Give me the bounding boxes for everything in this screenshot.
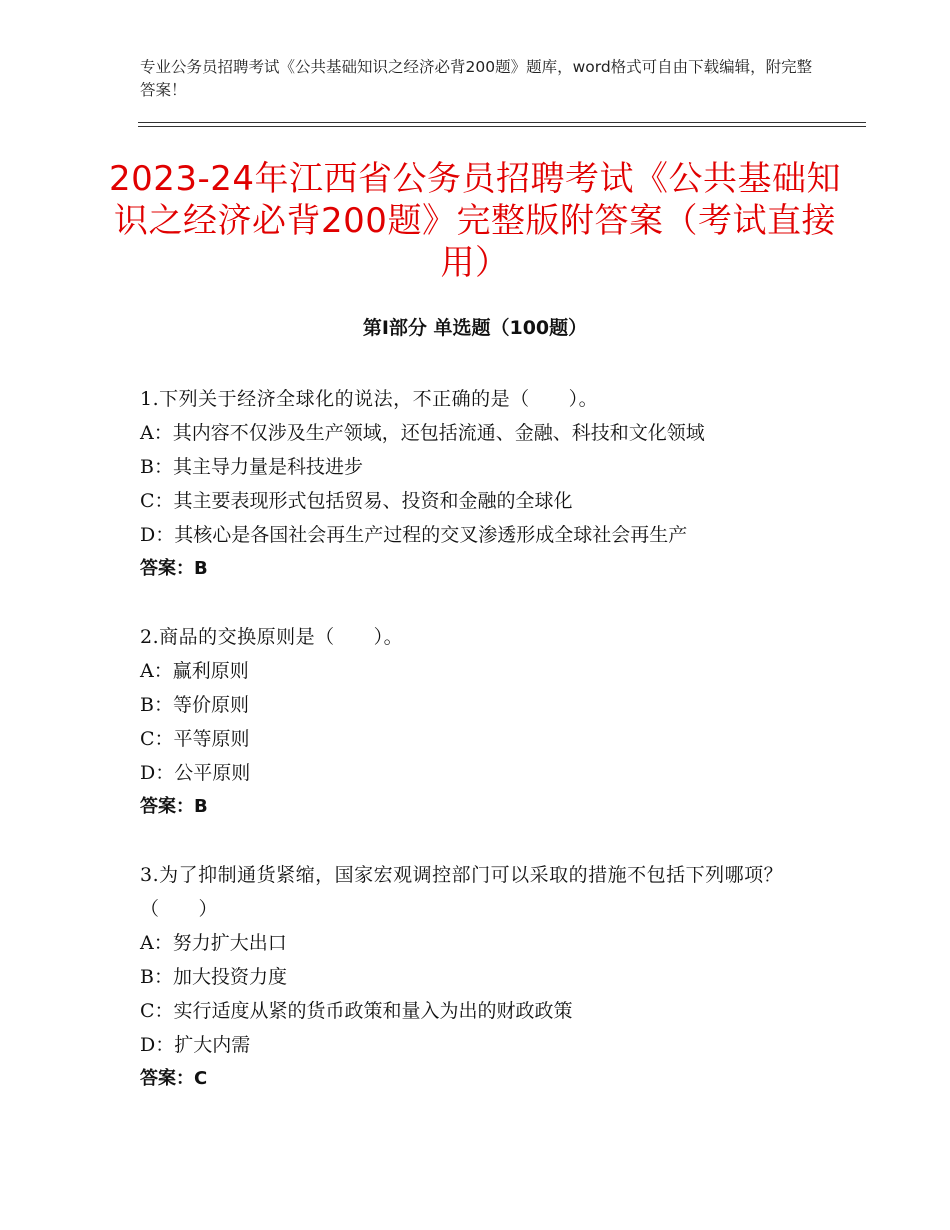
header-divider-secondary [138,126,866,127]
option-c: C：其主要表现形式包括贸易、投资和金融的全球化 [140,490,573,512]
header-divider [138,122,866,123]
option-d: D：公平原则 [140,762,251,784]
option-b: B：其主导力量是科技进步 [140,456,363,478]
question-3 [140,858,820,1096]
option-c: C：实行适度从紧的货币政策和量入为出的财政政策 [140,1000,573,1022]
option-b: B：加大投资力度 [140,966,287,988]
question-stem: 1.下列关于经济全球化的说法，不正确的是（ ）。 [140,388,599,410]
answer: 答案：B [140,558,208,579]
option-a: A：努力扩大出口 [140,932,287,954]
question-list [140,382,820,1130]
option-d: D：扩大内需 [140,1034,251,1056]
option-a: A：赢利原则 [140,660,249,682]
question-stem: 3.为了抑制通货紧缩，国家宏观调控部门可以采取的措施不包括下列哪项？（ ） [140,864,784,920]
option-b: B：等价原则 [140,694,249,716]
section-title: 第Ⅰ部分 单选题（100题） [362,317,588,339]
answer: 答案：C [140,1068,208,1089]
option-c: C：平等原则 [140,728,250,750]
document-title: 2023-24年江西省公务员招聘考试《公共基础知识之经济必背200题》完整版附答案（考试直接用） [108,159,842,283]
header-note: 专业公务员招聘考试《公共基础知识之经济必背200题》题库，word格式可自由下载编辑，附完整答案！ [140,58,813,99]
answer: 答案：B [140,796,208,817]
question-2 [140,620,820,824]
option-d: D：其核心是各国社会再生产过程的交叉渗透形成全球社会再生产 [140,524,688,546]
question-stem: 2.商品的交换原则是（ ）。 [140,626,404,648]
question-1 [140,382,820,586]
option-a: A：其内容不仅涉及生产领域，还包括流通、金融、科技和文化领域 [140,422,705,444]
